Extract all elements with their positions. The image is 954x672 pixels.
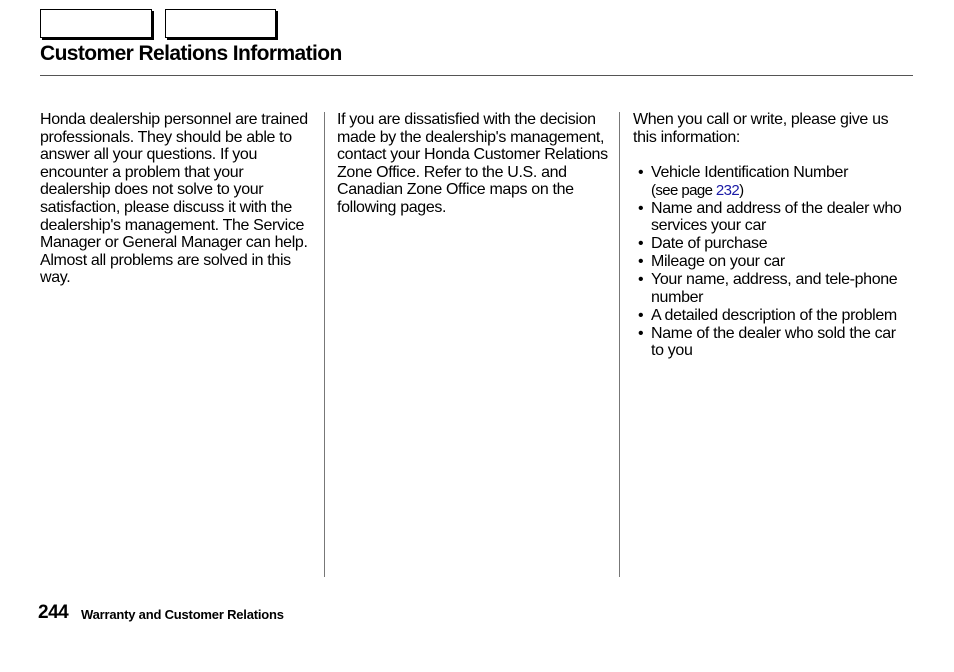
page-232-link[interactable]: 232 [715,181,740,199]
page-number: 244 [38,602,69,623]
column-middle [337,111,609,217]
info-intro: When you call or write, please give us this information: [633,111,889,146]
see-page-text [651,182,744,199]
column-right [633,111,908,360]
dealership-paragraph: Honda dealership personnel are trained professionals. They should be able to answer all your questions. If you encounter a problem that your dealership does not solve to your satisfaction, please discuss it with the dealership's management. The Service Manager or General Manager can help. Almost all problems are solved in this way. [40,111,308,287]
list-item-dealer: • Name and address of the dealer who services your car [633,200,908,235]
see-page-suffix: ) [739,181,744,199]
list-item-purchase-date: • Date of purchase [633,235,908,253]
column-divider-1 [324,112,325,577]
column-divider-2 [619,112,620,577]
zone-office-paragraph: If you are dissatisfied with the decision made by the dealership's management, contact your Honda Customer Relations Zone Office. Refer to the U.S. and Canadian Zone Office maps on the following pages. [337,111,608,216]
title-divider [40,75,913,76]
vin-label: Vehicle Identification Number [651,164,849,182]
list-item-problem: • A detailed description of the problem [633,307,908,325]
list-item-your-info: • Your name, address, and tele-phone number [633,271,908,306]
section-name: Warranty and Customer Relations [81,607,284,622]
column-left [40,111,316,287]
info-list [633,164,908,360]
nav-button-contents[interactable] [40,9,152,38]
see-page-prefix: (see page [651,181,716,199]
nav-button-index[interactable] [165,9,276,38]
list-item-mileage: • Mileage on your car [633,253,908,271]
page-title: Customer Relations Information [40,42,342,65]
list-item-selling-dealer: • Name of the dealer who sold the car to you [633,325,908,360]
list-item-vin [633,164,908,199]
